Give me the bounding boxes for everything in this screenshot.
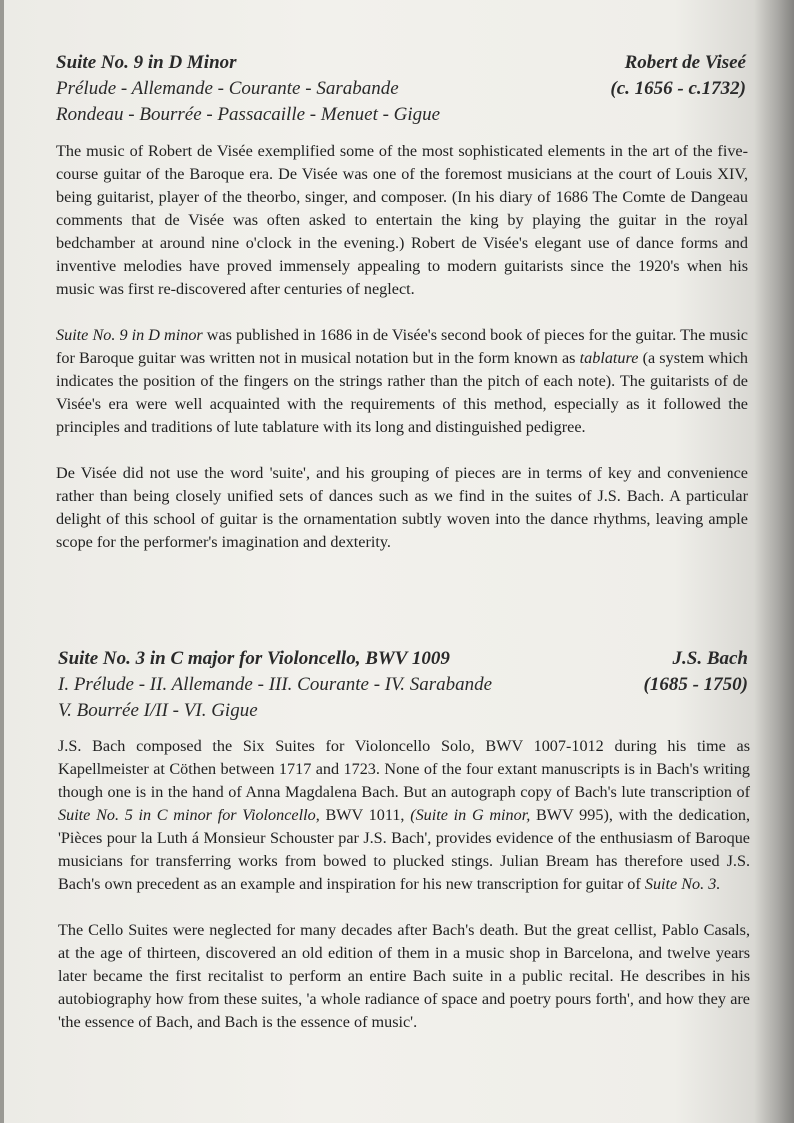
suite-3-title: Suite No. 3 in C major for Violoncello, BWV 1009 [58,648,450,669]
suite-9-section [56,50,748,554]
suite-9-movements-line2: Rondeau - Bourrée - Passacaille - Menuet - Gigue [56,104,441,125]
page-left-edge [0,0,4,1123]
suite-9-paragraph-2 [56,324,748,439]
suite-9-paragraph-2-text-a: was published in 1686 in de Visée's second book of pieces for the guitar. The music for Baroque guitar was written not in musical notation but in the form known as [56,326,748,367]
suite-9-composer: Robert de Viseé [624,52,746,73]
suite-3-paragraph-1-title-3: Suite No. 3. [644,875,721,893]
suite-9-composer-dates: (c. 1656 - c.1732) [610,78,746,99]
suite-9-title: Suite No. 9 in D Minor [56,52,237,73]
suite-9-paragraph-2-title: Suite No. 9 in D minor [56,326,203,344]
suite-9-paragraph-1: The music of Robert de Visée exemplified some of the most sophisticated elements in the art of the five-course guitar of the Baroque era. De Visée was one of the foremost musicians at the court of Louis XIV, being guitarist, player of the theorbo, singer, and composer. (In his diary of 1686 The Comte de Dangeau comments that de Visée was often asked to entertain the king by playing the guitar in the royal bedchamber at around nine o'clock in the evening.) Robert de Visée's elegant use of dance forms and inventive melodies have proved immensely appealing to modern guitarists since the 1920's when his music was first re-discovered after centuries of neglect. [56,142,748,298]
suite-3-composer-dates: (1685 - 1750) [643,674,748,695]
suite-3-header [58,646,750,724]
suite-3-paragraph-1-text-b: , BWV 1011, [315,806,411,824]
suite-3-composer: J.S. Bach [672,648,748,669]
suite-3-section [58,646,750,1034]
suite-3-paragraph-1-title-1: Suite No. 5 in C minor for Violoncello [58,806,316,824]
suite-9-paragraph-3: De Visée did not use the word 'suite', and his grouping of pieces are in terms of key and convenience rather than being closely unified sets of dances such as we find in the suites of J.S. Bach. A particular delight of this school of guitar is the ornamentation subtly woven into the dance rhythms, leaving ample scope for the performer's imagination and dexterity. [56,464,748,551]
suite-9-paragraph-2-text-b: (a system which indicates the position of the fingers on the strings rather than the pitch of each note). The guitarists of de Visée's era were well acquainted with the requirements of this method, especially as it followed the principles and traditions of lute tablature with its long and distinguished pedigree. [56,349,748,436]
suite-3-paragraph-1-text-c: BWV 995), with the dedication, 'Pièces pour la Luth á Monsieur Schouster par J.S. Bach', provides evidence of the enthusiasm of Baroque musicians for transferring works from bowed to plucked stings. Julian Bream has therefore used J.S. Bach's own precedent as an example and inspiration for his new transcription for guitar of [58,806,751,893]
suite-3-paragraph-1-text-a: J.S. Bach composed the Six Suites for Violoncello Solo, BWV 1007-1012 during his time as Kapellmeister at Cöthen between 1717 and 1723. None of the four extant manuscripts is in Bach's writing though one is in the hand of Anna Magdalena Bach. But an autograph copy of Bach's lute transcription of [58,737,750,801]
suite-3-movements-line1: I. Prélude - II. Allemande - III. Courante - IV. Sarabande [58,674,493,695]
page-gutter-shadow [754,0,794,1123]
suite-3-paragraph-2: The Cello Suites were neglected for many decades after Bach's death. But the great cellist, Pablo Casals, at the age of thirteen, discovered an old edition of them in a music shop in Barcelona, and twelve years later became the first recitalist to perform an entire Bach suite in a public recital. He describes in his autobiography how from these suites, 'a whole radiance of space and poetry pours forth', and how they are 'the essence of Bach, and Bach is the essence of music'. [58,921,750,1031]
suite-9-movements-line1: Prélude - Allemande - Courante - Sarabande [56,78,399,99]
suite-9-header [56,50,748,128]
suite-3-paragraph-1-title-2: (Suite in G minor, [410,806,531,824]
suite-9-paragraph-2-term: tablature [579,349,639,367]
suite-3-movements-line2: V. Bourrée I/II - VI. Gigue [58,700,258,721]
suite-3-paragraph-1 [58,735,750,896]
